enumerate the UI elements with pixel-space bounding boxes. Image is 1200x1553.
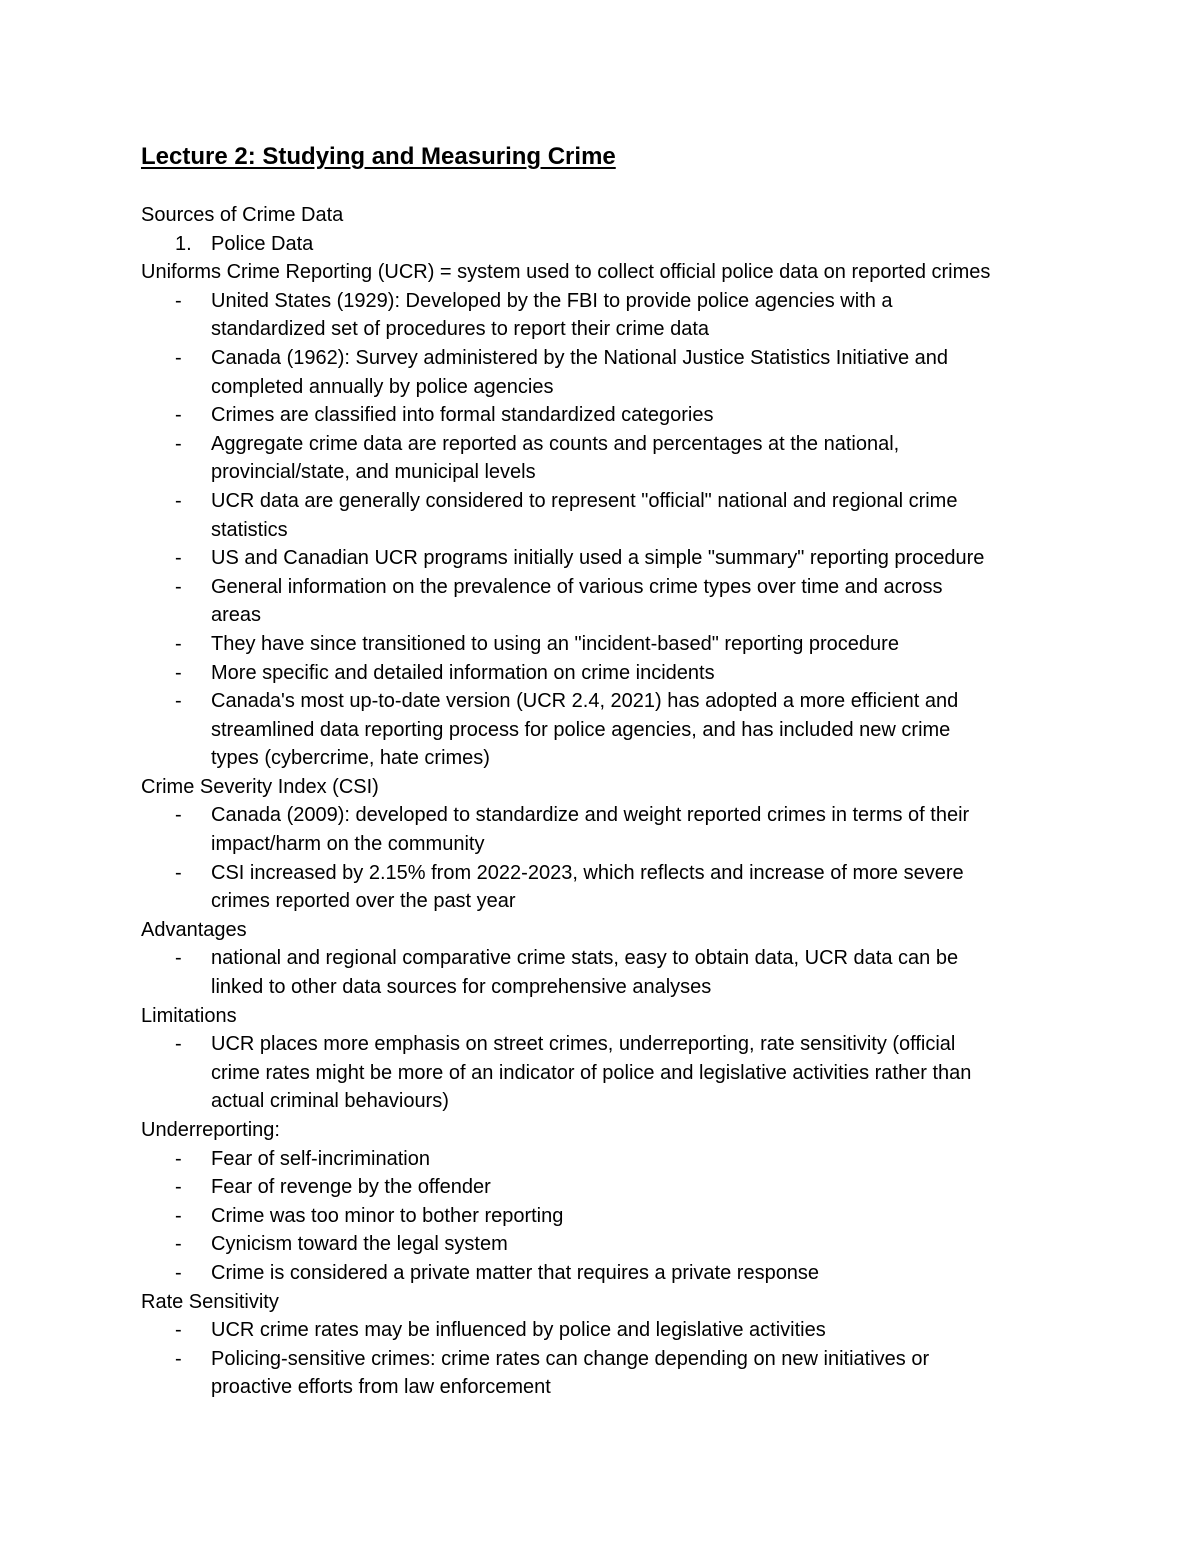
limitations-list [141, 1030, 1101, 1116]
list-item-line: impact/harm on the community [211, 833, 485, 856]
bullet-dash: - [175, 690, 182, 713]
bullet-dash: - [175, 947, 182, 970]
list-item [141, 573, 1101, 630]
underreporting-list [141, 1145, 1101, 1288]
bullet-dash: - [175, 489, 182, 512]
section-heading-rate-sensitivity: Rate Sensitivity [141, 1290, 279, 1313]
list-item-line: Canada (1962): Survey administered by the National Justice Statistics Initiative and [211, 346, 949, 369]
numbered-item [141, 230, 1101, 259]
section-heading-underreporting: Underreporting: [141, 1119, 280, 1141]
list-item-text: Police Data [211, 232, 314, 255]
list-item [141, 630, 1101, 659]
list-item-line: UCR crime rates may be influenced by police and legislative activities [211, 1319, 826, 1342]
list-item [141, 1259, 1101, 1288]
bullet-dash: - [175, 547, 182, 570]
bullet-dash: - [175, 632, 182, 655]
section-heading-ucr: Uniforms Crime Reporting (UCR) = system used to collect official police data on reported crimes [141, 261, 991, 284]
section-heading-limitations: Limitations [141, 1004, 237, 1027]
bullet-dash: - [175, 1176, 182, 1199]
list-item-line: General information on the prevalence of various crime types over time and across [211, 575, 943, 598]
list-item [141, 1230, 1101, 1259]
list-item [141, 944, 1101, 1001]
list-item-line: Policing-sensitive crimes: crime rates can change depending on new initiatives or [211, 1347, 930, 1370]
list-item [141, 1173, 1101, 1202]
list-item-line: statistics [211, 518, 288, 541]
list-item-line: linked to other data sources for comprehensive analyses [211, 976, 712, 999]
list-item [141, 487, 1101, 544]
list-item-line: Fear of revenge by the offender [211, 1176, 491, 1199]
advantages-list [141, 944, 1101, 1001]
list-number: 1. [175, 232, 192, 255]
list-item-line: completed annually by police agencies [211, 375, 554, 398]
list-item [141, 401, 1101, 430]
list-item [141, 687, 1101, 773]
bullet-dash: - [175, 1261, 182, 1284]
list-item [141, 1202, 1101, 1231]
list-item-line: provincial/state, and municipal levels [211, 461, 536, 484]
list-item-line: proactive efforts from law enforcement [211, 1376, 551, 1399]
csi-list [141, 801, 1101, 915]
list-item [141, 287, 1101, 344]
list-item-line: Canada's most up-to-date version (UCR 2.4, 2021) has adopted a more efficient and [211, 690, 959, 713]
section-heading-advantages: Advantages [141, 918, 247, 941]
bullet-dash: - [175, 861, 182, 884]
list-item-line: areas [211, 604, 262, 627]
bullet-dash: - [175, 1204, 182, 1227]
bullet-dash: - [175, 575, 182, 598]
list-item-line: Fear of self-incrimination [211, 1147, 430, 1170]
bullet-dash: - [175, 804, 182, 827]
list-item-line: Crime is considered a private matter that requires a private response [211, 1261, 820, 1284]
list-item-line: US and Canadian UCR programs initially used a simple "summary" reporting procedure [211, 547, 985, 570]
bullet-dash: - [175, 1319, 182, 1342]
list-item-line: crime rates might be more of an indicator of police and legislative activities rather than [211, 1061, 972, 1084]
list-item [141, 544, 1101, 573]
list-item-line: Cynicism toward the legal system [211, 1233, 508, 1256]
ucr-list [141, 287, 1101, 773]
sources-list [141, 230, 1101, 259]
list-item [141, 344, 1101, 401]
list-item-line: UCR data are generally considered to represent "official" national and regional crime [211, 489, 958, 512]
bullet-dash: - [175, 661, 182, 684]
list-item-line: Crime was too minor to bother reporting [211, 1204, 564, 1227]
list-item-line: United States (1929): Developed by the FBI to provide police agencies with a [211, 289, 893, 312]
page-title: Lecture 2: Studying and Measuring Crime [141, 143, 616, 170]
section-heading-sources: Sources of Crime Data [141, 204, 344, 226]
bullet-dash: - [175, 1147, 182, 1170]
bullet-dash: - [175, 1347, 182, 1370]
list-item-line: Aggregate crime data are reported as counts and percentages at the national, [211, 432, 900, 455]
section-heading-csi: Crime Severity Index (CSI) [141, 775, 379, 798]
list-item-line: national and regional comparative crime stats, easy to obtain data, UCR data can be [211, 947, 959, 970]
bullet-dash: - [175, 404, 182, 427]
list-item-line: CSI increased by 2.15% from 2022-2023, which reflects and increase of more severe [211, 861, 964, 884]
list-item [141, 1345, 1101, 1402]
list-item-line: standardized set of procedures to report their crime data [211, 318, 710, 341]
list-item [141, 859, 1101, 916]
list-item-line: streamlined data reporting process for police agencies, and has included new crime [211, 718, 951, 741]
list-item-line: More specific and detailed information on crime incidents [211, 661, 715, 684]
list-item-line: Canada (2009): developed to standardize and weight reported crimes in terms of their [211, 804, 970, 827]
bullet-dash: - [175, 346, 182, 369]
list-item [141, 801, 1101, 858]
list-item-line: crimes reported over the past year [211, 890, 516, 913]
rate-sensitivity-list [141, 1316, 1101, 1402]
list-item-line: Crimes are classified into formal standardized categories [211, 404, 714, 427]
bullet-dash: - [175, 1233, 182, 1256]
list-item [141, 1316, 1101, 1345]
bullet-dash: - [175, 432, 182, 455]
list-item [141, 659, 1101, 688]
list-item-line: types (cybercrime, hate crimes) [211, 747, 490, 770]
list-item [141, 1030, 1101, 1116]
document-body [141, 201, 1101, 1402]
list-item [141, 430, 1101, 487]
list-item-line: UCR places more emphasis on street crimes, underreporting, rate sensitivity (official [211, 1033, 956, 1056]
bullet-dash: - [175, 1033, 182, 1056]
bullet-dash: - [175, 289, 182, 312]
list-item-line: They have since transitioned to using an "incident-based" reporting procedure [211, 632, 899, 655]
list-item [141, 1145, 1101, 1174]
list-item-line: actual criminal behaviours) [211, 1090, 449, 1113]
